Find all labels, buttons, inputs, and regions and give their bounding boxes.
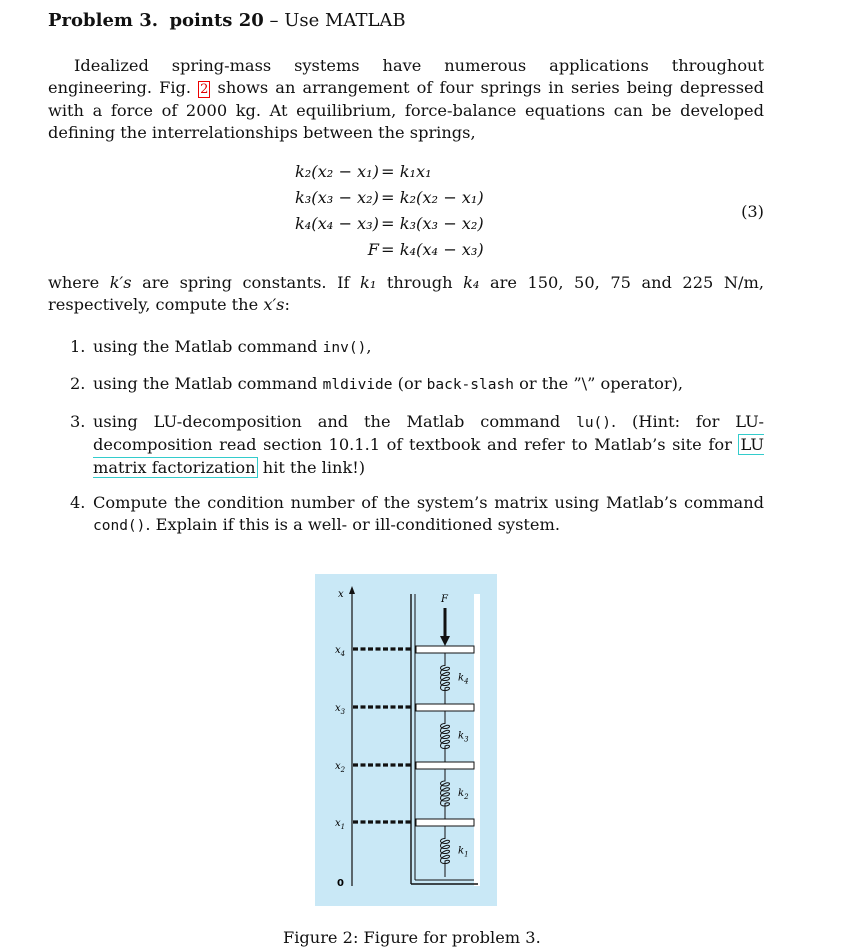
equation-lhs: k₃(x₃ − x₂) <box>294 188 379 207</box>
item-text: using the Matlab command <box>93 337 318 356</box>
spring-coil <box>441 826 450 877</box>
intro-paragraph <box>48 55 764 145</box>
lu-factorization-link[interactable]: LU matrix factorization <box>93 435 764 477</box>
spring-label: $k_2$ <box>458 788 469 801</box>
mass-plate <box>416 762 474 769</box>
item-text: Compute the condition number of the system’s matrix using Matlab’s command <box>93 493 764 512</box>
problem-heading <box>48 10 406 31</box>
level-label: $x_4$ <box>335 645 346 658</box>
code-mldivide: mldivide <box>322 377 393 393</box>
equation-block <box>48 160 764 266</box>
equation-rhs: = k₁x₁ <box>381 162 432 181</box>
where-paragraph <box>48 272 764 317</box>
problem-points: points 20 <box>169 10 264 31</box>
item-text: . Explain if this is a well- or ill-conditioned system. <box>145 515 560 535</box>
where-text: are 150, 50, 75 and 225 N/m, respectively, compute the <box>48 273 764 315</box>
spring-label: $k_3$ <box>458 730 469 744</box>
spring-coil <box>441 653 450 704</box>
equation-rhs: = k₃(x₃ − x₂) <box>381 214 484 233</box>
problem-tool: Use MATLAB <box>284 10 406 31</box>
force-label: F <box>441 594 448 605</box>
zero-label: 0 <box>337 878 344 889</box>
equation-lhs: F <box>367 240 379 259</box>
item-text: (or <box>397 374 422 393</box>
level-label: $x_2$ <box>335 761 346 774</box>
equation-row <box>48 188 764 210</box>
equation-number: (3) <box>741 202 764 221</box>
mass-plate <box>416 819 474 826</box>
math-k4: k₄ <box>463 273 480 292</box>
intro-text-1: Idealized spring-mass systems have numerous applications throughout engineering. Fig. <box>48 56 764 98</box>
spring-diagram <box>315 574 497 906</box>
item-text: hit the link!) <box>262 457 366 477</box>
heading-dash: – <box>269 10 279 31</box>
where-text: where <box>48 273 100 292</box>
mass-plate <box>416 704 474 711</box>
level-label: $x_1$ <box>335 818 346 831</box>
level-label: $x_3$ <box>335 703 346 716</box>
math-xs: x′s <box>263 295 285 315</box>
where-text: are spring constants. If <box>142 273 350 292</box>
intro-text-2: shows an arrangement of four springs in series being depressed with a force of 2000 kg. At equilibrium, force-balance equations can be developed defining the interrelationships between the springs, <box>48 78 764 143</box>
equation-row <box>48 162 764 184</box>
math-k1: k₁ <box>360 273 377 292</box>
code-cond: cond() <box>93 518 146 535</box>
equation-rhs: = k₄(x₄ − x₃) <box>381 240 484 259</box>
equation-lhs: k₄(x₄ − x₃) <box>294 214 379 233</box>
item-text: using the Matlab command <box>93 374 318 393</box>
item-text: . (Hint: for LU-decomposition read section 10.1.1 of textbook and refer to Matlab’s site for <box>93 412 764 455</box>
spring-label: $k_4$ <box>458 672 469 686</box>
problem-label: Problem 3. <box>48 10 159 31</box>
spring-label: $k_1$ <box>458 845 469 859</box>
equation-lhs: k₂(x₂ − x₁) <box>294 162 379 181</box>
equation-row <box>48 240 764 262</box>
item-number: 3. <box>70 412 86 431</box>
item-text: , <box>366 337 372 356</box>
code-backslash: back-slash <box>426 377 514 393</box>
item-number: 2. <box>70 374 86 393</box>
equation-rhs: = k₂(x₂ − x₁) <box>381 188 484 207</box>
figure-caption: Figure 2: Figure for problem 3. <box>283 928 541 947</box>
code-inv: inv() <box>322 340 367 356</box>
container-wall <box>474 594 480 886</box>
equation-row <box>48 214 764 236</box>
spring-system-figure <box>315 574 497 906</box>
item-text: or the ”\” operator), <box>519 374 684 393</box>
where-text: through <box>386 273 453 292</box>
item-number: 4. <box>70 493 86 512</box>
item-number: 1. <box>70 337 86 356</box>
code-lu: lu() <box>576 415 612 431</box>
mass-plate <box>416 646 474 653</box>
force-arrow-icon <box>440 636 450 646</box>
axis-arrow-icon <box>349 586 355 594</box>
figure-reference-link[interactable]: 2 <box>200 82 209 98</box>
where-text: : <box>284 295 290 315</box>
math-ks: k′s <box>109 273 132 292</box>
item-text: using LU-decomposition and the Matlab command <box>93 412 561 431</box>
spring-coil <box>441 769 450 819</box>
axis-label: x <box>338 589 344 600</box>
spring-coil <box>441 711 450 762</box>
